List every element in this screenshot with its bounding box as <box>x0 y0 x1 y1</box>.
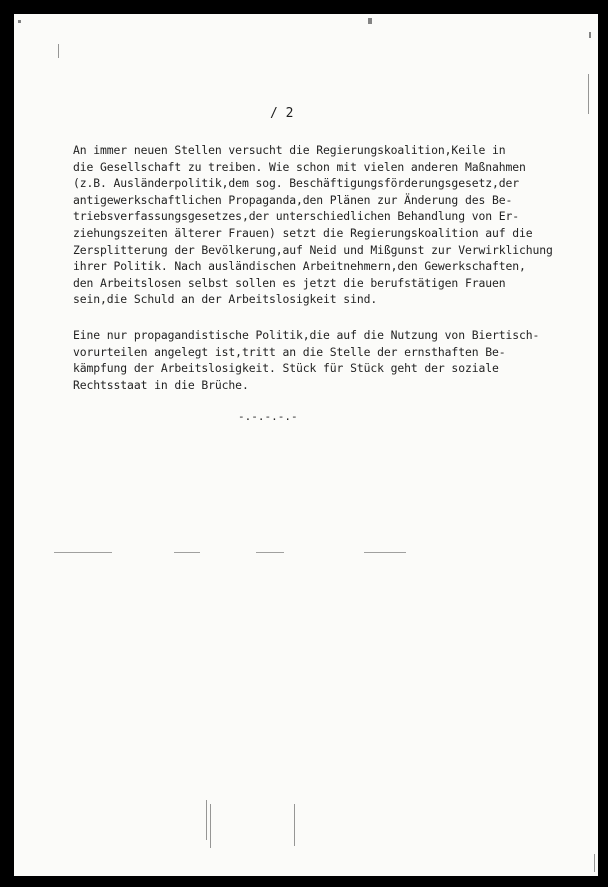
text-line: An immer neuen Stellen versucht die Regierungskoalition,Keile in <box>73 143 506 157</box>
text-line: (z.B. Ausländerpolitik,dem sog. Beschäftigungsförderungsgesetz,der <box>73 176 520 191</box>
paragraph-2 <box>73 327 593 393</box>
text-line: vorurteilen angelegt ist,tritt an die Stelle der ernsthaften Be- <box>73 344 506 359</box>
text-line: ihrer Politik. Nach ausländischen Arbeitnehmern,den Gewerkschaften, <box>73 259 526 274</box>
scan-speck <box>18 20 21 23</box>
scan-artifact-line <box>256 552 284 553</box>
scan-artifact-line <box>364 552 406 553</box>
scan-speck <box>210 804 211 848</box>
text-line: sein,die Schuld an der Arbeitslosigkeit sind. <box>73 292 378 307</box>
text-line: ziehungszeiten älterer Frauen) setzt die Regierungskoalition auf die <box>73 225 533 240</box>
paragraph-1 <box>73 142 593 308</box>
scan-speck <box>206 800 207 840</box>
text-line: die Gesellschaft zu treiben. Wie schon mit vielen anderen Maßnahmen <box>73 159 526 174</box>
scan-speck <box>294 804 295 846</box>
scan-speck <box>594 854 595 872</box>
text-line: antigewerkschaftlichen Propaganda,den Plänen zur Änderung des Be- <box>73 192 513 207</box>
text-line: kämpfung der Arbeitslosigkeit. Stück für Stück geht der soziale <box>73 361 499 376</box>
text-line: Zersplitterung der Bevölkerung,auf Neid und Mißgunst zur Verwirklichung <box>73 242 553 257</box>
text-line: Rechtsstaat in die Brüche. <box>73 377 249 392</box>
text-line: Eine nur propagandistische Politik,die auf die Nutzung von Biertisch- <box>73 328 540 342</box>
scan-speck <box>58 44 59 58</box>
scan-artifact-line <box>54 552 112 553</box>
scan-speck <box>368 18 372 24</box>
scan-speck <box>588 74 589 114</box>
text-line: triebsverfassungsgesetzes,der unterschiedlichen Behandlung von Er- <box>73 209 520 224</box>
text-line: den Arbeitslosen selbst sollen es jetzt die berufstätigen Frauen <box>73 275 506 290</box>
scan-artifact-line <box>174 552 200 553</box>
page-number: / 2 <box>270 106 294 121</box>
end-marker: -.-.-.-.- <box>238 410 298 423</box>
scan-speck <box>589 32 591 38</box>
document-page <box>14 14 598 876</box>
